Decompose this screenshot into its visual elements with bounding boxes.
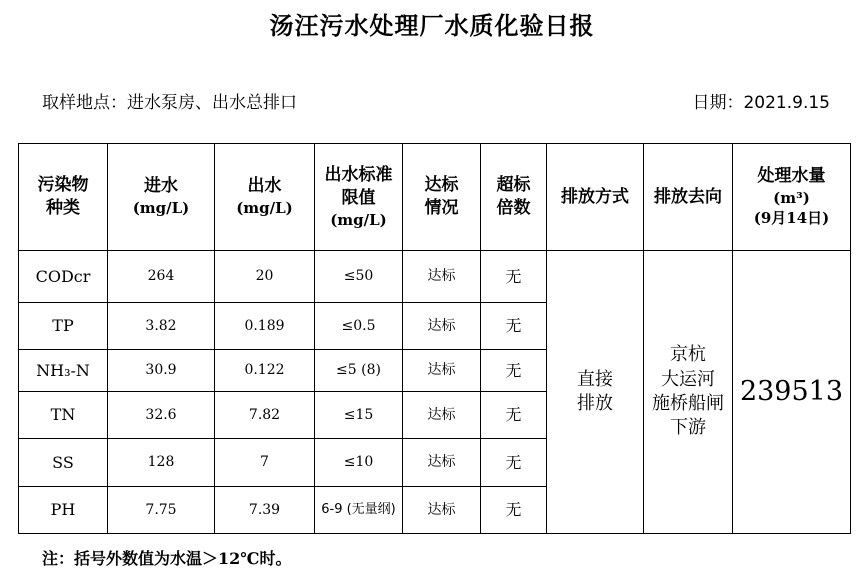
effluent-value: 0.122 — [215, 350, 315, 392]
effluent-value: 7.39 — [215, 487, 315, 534]
pollutant-name: TP — [19, 303, 108, 350]
pollutant-name: NH₃-N — [19, 350, 108, 392]
pollutant-name: CODcr — [19, 251, 108, 303]
header-effluent: 出水 (mg/L) — [215, 144, 315, 251]
header-discharge-mode: 排放方式 — [547, 144, 644, 251]
influent-value: 3.82 — [108, 303, 215, 350]
limit-value: ≤15 — [315, 392, 403, 439]
header-discharge-dest: 排放去向 — [644, 144, 733, 251]
effluent-value: 7 — [215, 439, 315, 487]
treated-volume: 239513 — [733, 251, 851, 534]
limit-value: ≤50 — [315, 251, 403, 303]
influent-value: 30.9 — [108, 350, 215, 392]
exceed-multiple: 无 — [481, 251, 547, 303]
influent-value: 264 — [108, 251, 215, 303]
compliance-status: 达标 — [403, 439, 481, 487]
influent-value: 7.75 — [108, 487, 215, 534]
exceed-multiple: 无 — [481, 350, 547, 392]
table-header-row — [19, 144, 851, 251]
compliance-status: 达标 — [403, 350, 481, 392]
discharge-destination: 京杭 大运河 施桥船闸 下游 — [644, 251, 733, 534]
effluent-value: 0.189 — [215, 303, 315, 350]
header-compliance: 达标 情况 — [403, 144, 481, 251]
limit-value: ≤10 — [315, 439, 403, 487]
pollutant-name: PH — [19, 487, 108, 534]
report-date: 日期：2021.9.15 — [692, 93, 830, 113]
influent-value: 32.6 — [108, 392, 215, 439]
water-quality-table — [18, 143, 851, 534]
influent-value: 128 — [108, 439, 215, 487]
limit-value: ≤0.5 — [315, 303, 403, 350]
pollutant-name: TN — [19, 392, 108, 439]
table-row — [19, 251, 851, 303]
compliance-status: 达标 — [403, 251, 481, 303]
header-limit: 出水标准 限值 (mg/L) — [315, 144, 403, 251]
compliance-status: 达标 — [403, 392, 481, 439]
compliance-status: 达标 — [403, 487, 481, 534]
header-exceed: 超标 倍数 — [481, 144, 547, 251]
footnote: 注：括号外数值为水温＞12℃时。 — [42, 549, 292, 568]
limit-value: 6-9 (无量纲) — [315, 487, 403, 534]
sampling-location: 取样地点：进水泵房、出水总排口 — [42, 93, 297, 113]
effluent-value: 7.82 — [215, 392, 315, 439]
pollutant-name: SS — [19, 439, 108, 487]
compliance-status: 达标 — [403, 303, 481, 350]
exceed-multiple: 无 — [481, 487, 547, 534]
header-volume: 处理水量 (m³) (9月14日) — [733, 144, 851, 251]
limit-value: ≤5 (8) — [315, 350, 403, 392]
exceed-multiple: 无 — [481, 392, 547, 439]
header-pollutant: 污染物 种类 — [19, 144, 108, 251]
header-influent: 进水 (mg/L) — [108, 144, 215, 251]
exceed-multiple: 无 — [481, 439, 547, 487]
effluent-value: 20 — [215, 251, 315, 303]
discharge-mode: 直接 排放 — [547, 251, 644, 534]
exceed-multiple: 无 — [481, 303, 547, 350]
report-title: 汤汪污水处理厂水质化验日报 — [269, 12, 595, 40]
